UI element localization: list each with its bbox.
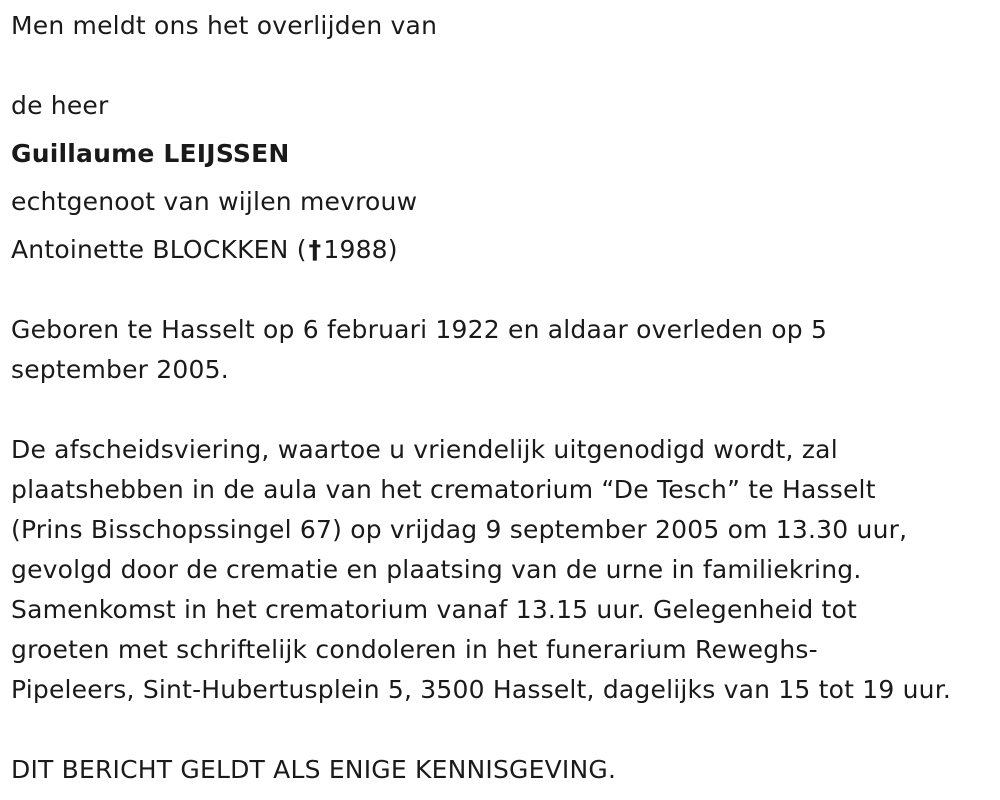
spouse-death-year: 1988) [323, 235, 398, 264]
spouse-name: Antoinette BLOCKKEN ( [11, 235, 307, 264]
ceremony-line-4: gevolgd door de crematie en plaatsing van de urne in familiekring. [11, 555, 862, 584]
cross-icon: † [308, 235, 322, 264]
ceremony-line-1: De afscheidsviering, waartoe u vriendelijk uitgenodigd wordt, zal [11, 435, 838, 464]
deceased-name: Guillaume LEIJSSEN [11, 139, 290, 168]
ceremony-line-7: Pipeleers, Sint-Hubertusplein 5, 3500 Hasselt, dagelijks van 15 tot 19 uur. [11, 675, 952, 704]
ceremony-line-2: plaatshebben in de aula van het crematorium “De Tesch” te Hasselt [11, 475, 876, 504]
closing-statement: DIT BERICHT GELDT ALS ENIGE KENNISGEVING. [11, 755, 617, 784]
ceremony-line-5: Samenkomst in het crematorium vanaf 13.15 uur. Gelegenheid tot [11, 595, 858, 624]
spouse-line [11, 230, 398, 270]
ceremony-line-3: (Prins Bisschopssingel 67) op vrijdag 9 september 2005 om 13.30 uur, [11, 515, 908, 544]
birth-death-line-2: september 2005. [11, 355, 229, 384]
title-prefix: de heer [11, 91, 109, 120]
spouse-intro: echtgenoot van wijlen mevrouw [11, 187, 418, 216]
birth-death-line-1: Geboren te Hasselt op 6 februari 1922 en aldaar overleden op 5 [11, 315, 828, 344]
ceremony-line-6: groeten met schriftelijk condoleren in het funerarium Reweghs- [11, 635, 818, 664]
intro-text: Men meldt ons het overlijden van [11, 11, 438, 40]
